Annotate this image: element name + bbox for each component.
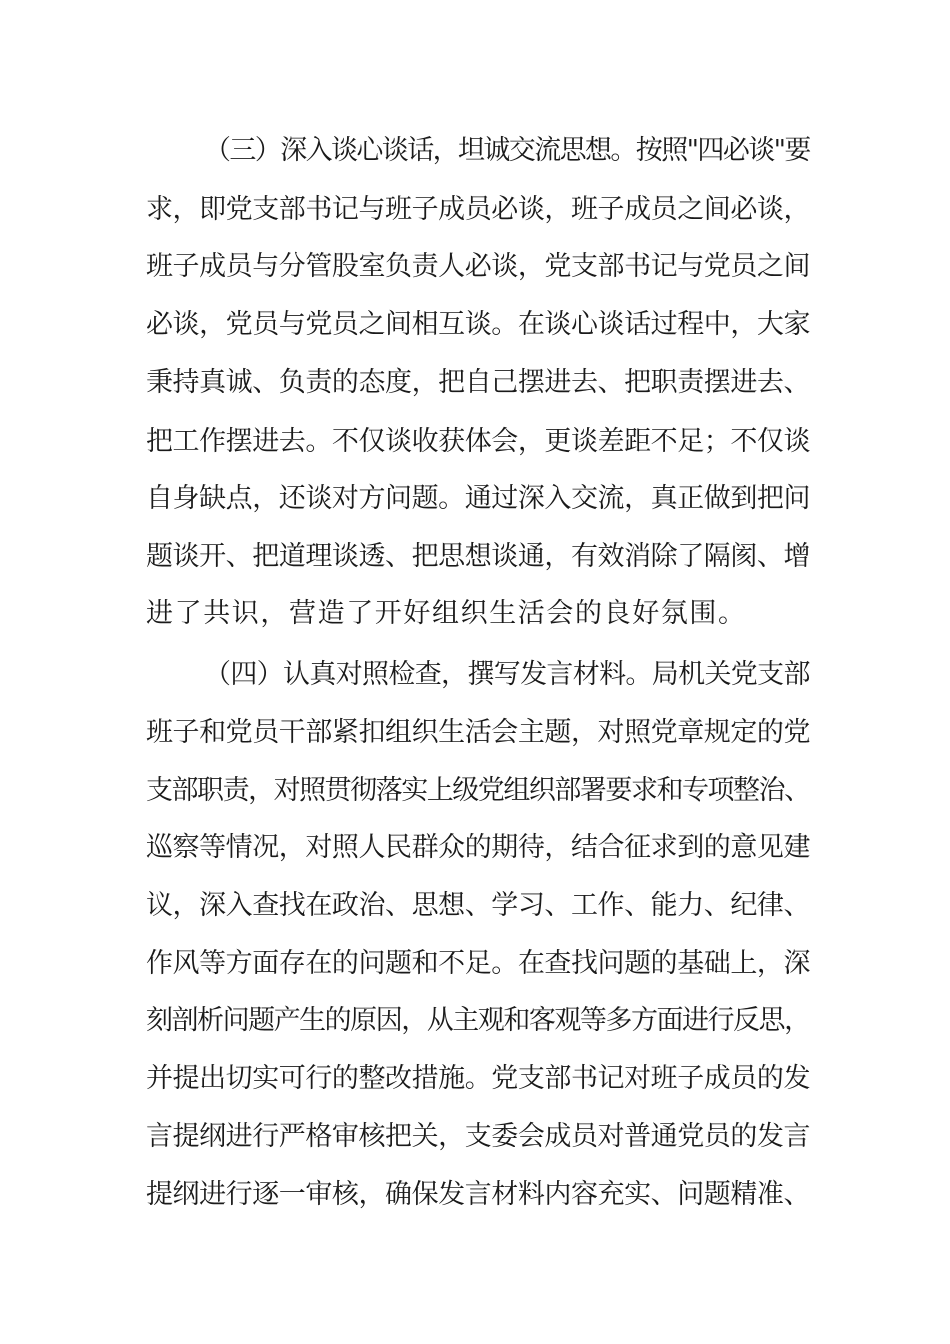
- text-line: 班子成员与分管股室负责人必谈，党支部书记与党员之间: [146, 251, 810, 282]
- text-line: 并提出切实可行的整改措施。党支部书记对班子成员的发: [146, 1063, 810, 1094]
- text-line: 求，即党支部书记与班子成员必谈，班子成员之间必谈，: [146, 194, 810, 225]
- text-line: 提纲进行逐一审核，确保发言材料内容充实、问题精准、: [146, 1179, 810, 1210]
- text-line: 言提纲进行严格审核把关，支委会成员对普通党员的发言: [146, 1121, 810, 1152]
- text-line: （三）深入谈心谈话，坦诚交流思想。按照"四必谈"要: [204, 135, 810, 166]
- text-line: 必谈，党员与党员之间相互谈。在谈心谈话过程中，大家: [146, 309, 810, 340]
- text-line: 进了共识，营造了开好组织生活会的良好氛围。: [146, 598, 747, 629]
- text-line: 题谈开、把道理谈透、把思想谈通，有效消除了隔阂、增: [146, 541, 810, 572]
- text-line: 班子和党员干部紧扣组织生活会主题，对照党章规定的党: [146, 717, 810, 748]
- text-line: 议，深入查找在政治、思想、学习、工作、能力、纪律、: [146, 890, 810, 921]
- text-line: （四）认真对照检查，撰写发言材料。局机关党支部: [204, 659, 810, 690]
- text-line: 秉持真诚、负责的态度，把自己摆进去、把职责摆进去、: [146, 367, 810, 398]
- text-line: 刻剖析问题产生的原因，从主观和客观等多方面进行反思，: [146, 1005, 810, 1036]
- text-line: 自身缺点，还谈对方问题。通过深入交流，真正做到把问: [146, 483, 810, 514]
- text-line: 巡察等情况，对照人民群众的期待，结合征求到的意见建: [146, 832, 810, 863]
- text-line: 作风等方面存在的问题和不足。在查找问题的基础上，深: [146, 948, 810, 979]
- text-line: 把工作摆进去。不仅谈收获体会，更谈差距不足；不仅谈: [146, 426, 810, 457]
- text-line: 支部职责，对照贯彻落实上级党组织部署要求和专项整治、: [146, 775, 810, 806]
